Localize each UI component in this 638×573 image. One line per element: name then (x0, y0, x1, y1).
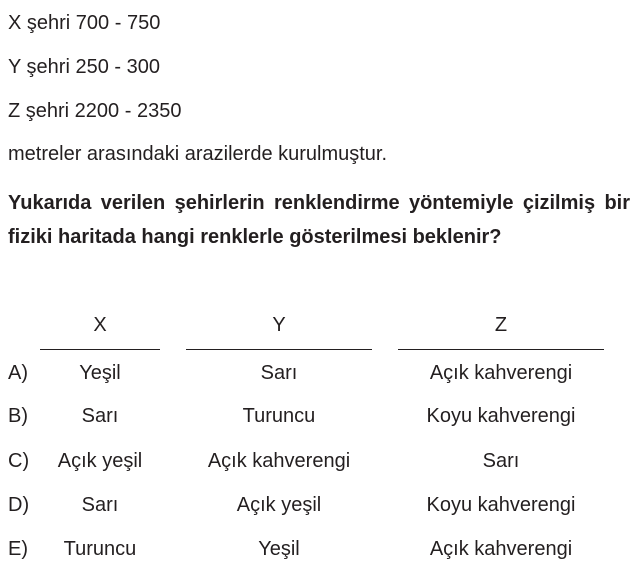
question-text: Yukarıda verilen şehirlerin renklendirme yöntemiyle çizilmiş bir fiziki haritada hangi renklerle gösterilmesi beklenir? (8, 192, 630, 248)
column-header-z: Z (494, 314, 508, 336)
option-letter: C) (8, 450, 30, 472)
option-z-value: Sarı (482, 450, 520, 472)
column-header-x: X (93, 314, 107, 336)
option-e[interactable] (0, 538, 638, 568)
info-line-y: Y şehri 250 - 300 (8, 56, 160, 78)
option-z-value: Koyu kahverengi (426, 494, 576, 516)
column-header-y: Y (272, 314, 286, 336)
column-rule-z (398, 349, 604, 350)
option-letter: E) (8, 538, 28, 560)
option-letter: B) (8, 405, 28, 427)
info-line-x: X şehri 700 - 750 (8, 12, 161, 34)
option-x-value: Açık yeşil (57, 450, 143, 472)
column-rule-x (40, 349, 160, 350)
option-y-value: Açık kahverengi (207, 450, 351, 472)
option-z-value: Açık kahverengi (429, 362, 573, 384)
option-y-value: Turuncu (242, 405, 316, 427)
option-x-value: Sarı (81, 405, 119, 427)
option-a[interactable] (0, 362, 638, 392)
option-y-value: Açık yeşil (236, 494, 322, 516)
option-x-value: Turuncu (63, 538, 137, 560)
option-z-value: Koyu kahverengi (426, 405, 576, 427)
option-x-value: Yeşil (79, 362, 121, 384)
option-z-value: Açık kahverengi (429, 538, 573, 560)
column-rule-y (186, 349, 372, 350)
option-letter: A) (8, 362, 28, 384)
option-b[interactable] (0, 405, 638, 435)
option-d[interactable] (0, 494, 638, 524)
info-line-z: Z şehri 2200 - 2350 (8, 100, 182, 122)
option-letter: D) (8, 494, 30, 516)
option-y-value: Yeşil (258, 538, 300, 560)
option-y-value: Sarı (260, 362, 298, 384)
option-c[interactable] (0, 450, 638, 480)
option-x-value: Sarı (81, 494, 119, 516)
info-line-text: metreler arasındaki arazilerde kurulmuştur. (8, 143, 388, 165)
